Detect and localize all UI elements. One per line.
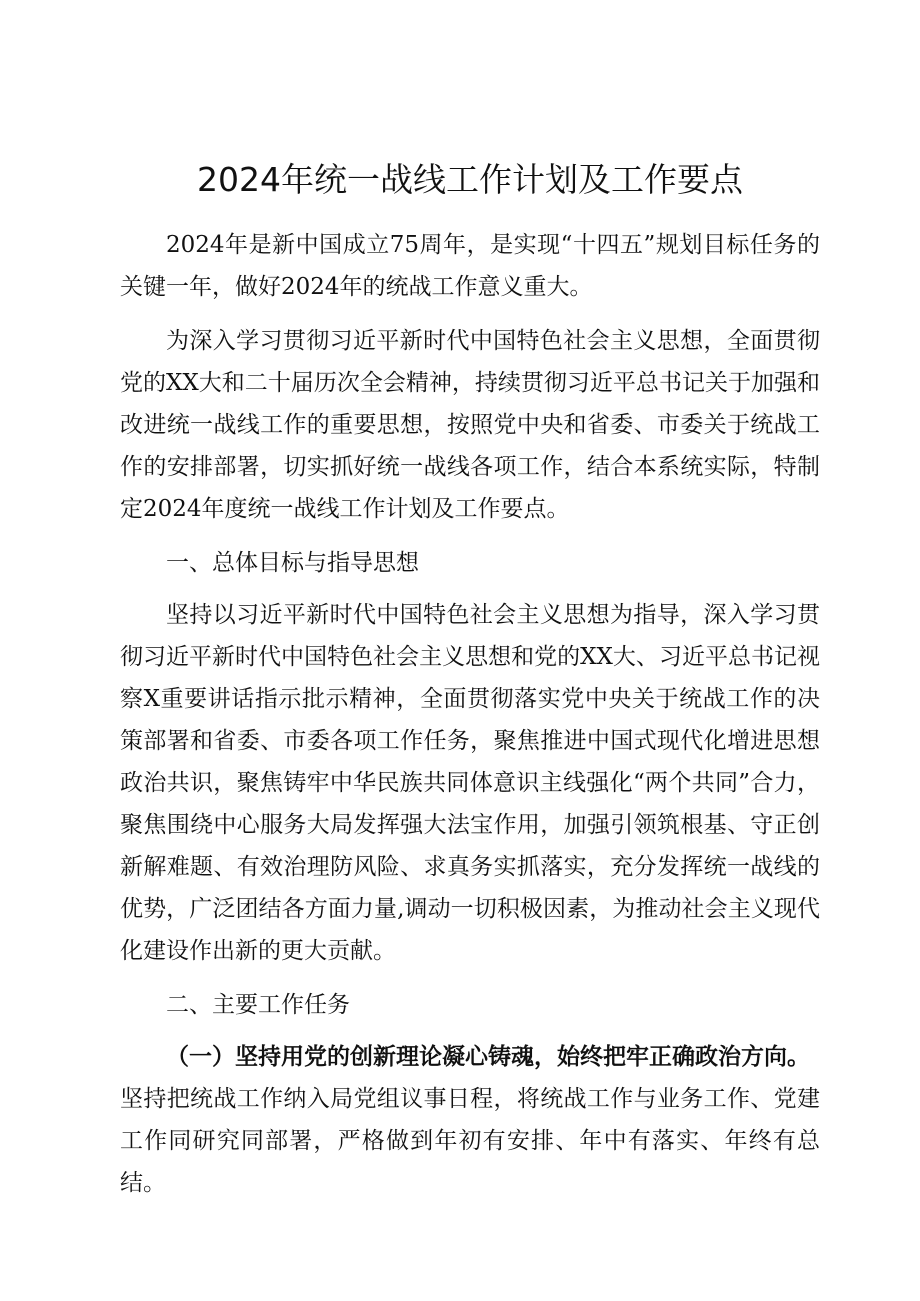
section-2-heading: 二、主要工作任务 (166, 992, 350, 1018)
document-body (120, 150, 820, 1204)
intro-paragraph-1: 2024年是新中国成立75周年，是实现“十四五”规划目标任务的关键一年，做好2024年的统战工作意义重大。 (120, 232, 820, 300)
section-1-paragraph: 坚持以习近平新时代中国特色社会主义思想为指导，深入学习贯彻习近平新时代中国特色社会主义思想和党的XX大、习近平总书记视察X重要讲话指示批示精神，全面贯彻落实党中央关于统战工作的决策部署和省委、市委各项工作任务，聚焦推进中国式现代化增进思想政治共识，聚焦铸牢中华民族共同体意识主线强化“两个共同”合力，聚焦围绕中心服务大局发挥强大法宝作用，加强引领筑根基、守正创新解难题、有效治理防风险、求真务实抓落实，充分发挥统一战线的优势，广泛团结各方面力量,调动一切积极因素，为推动社会主义现代化建设作出新的更大贡献。 (120, 602, 820, 964)
section-1-heading: 一、总体目标与指导思想 (166, 550, 419, 576)
section-2-subheading: （一）坚持用党的创新理论凝心铸魂，始终把牢正确政治方向。 (166, 1043, 810, 1070)
document-title: 2024年统一战线工作计划及工作要点 (197, 160, 743, 199)
section-2-paragraph: 坚持把统战工作纳入局党组议事日程，将统战工作与业务工作、党建工作同研究同部署，严格做到年初有安排、年中有落实、年终有总结。 (120, 1086, 820, 1196)
intro-paragraph-2: 为深入学习贯彻习近平新时代中国特色社会主义思想，全面贯彻党的XX大和二十届历次全会精神，持续贯彻习近平总书记关于加强和改进统一战线工作的重要思想，按照党中央和省委、市委关于统战工作的安排部署，切实抓好统一战线各项工作，结合本系统实际，特制定2024年度统一战线工作计划及工作要点。 (120, 328, 820, 522)
